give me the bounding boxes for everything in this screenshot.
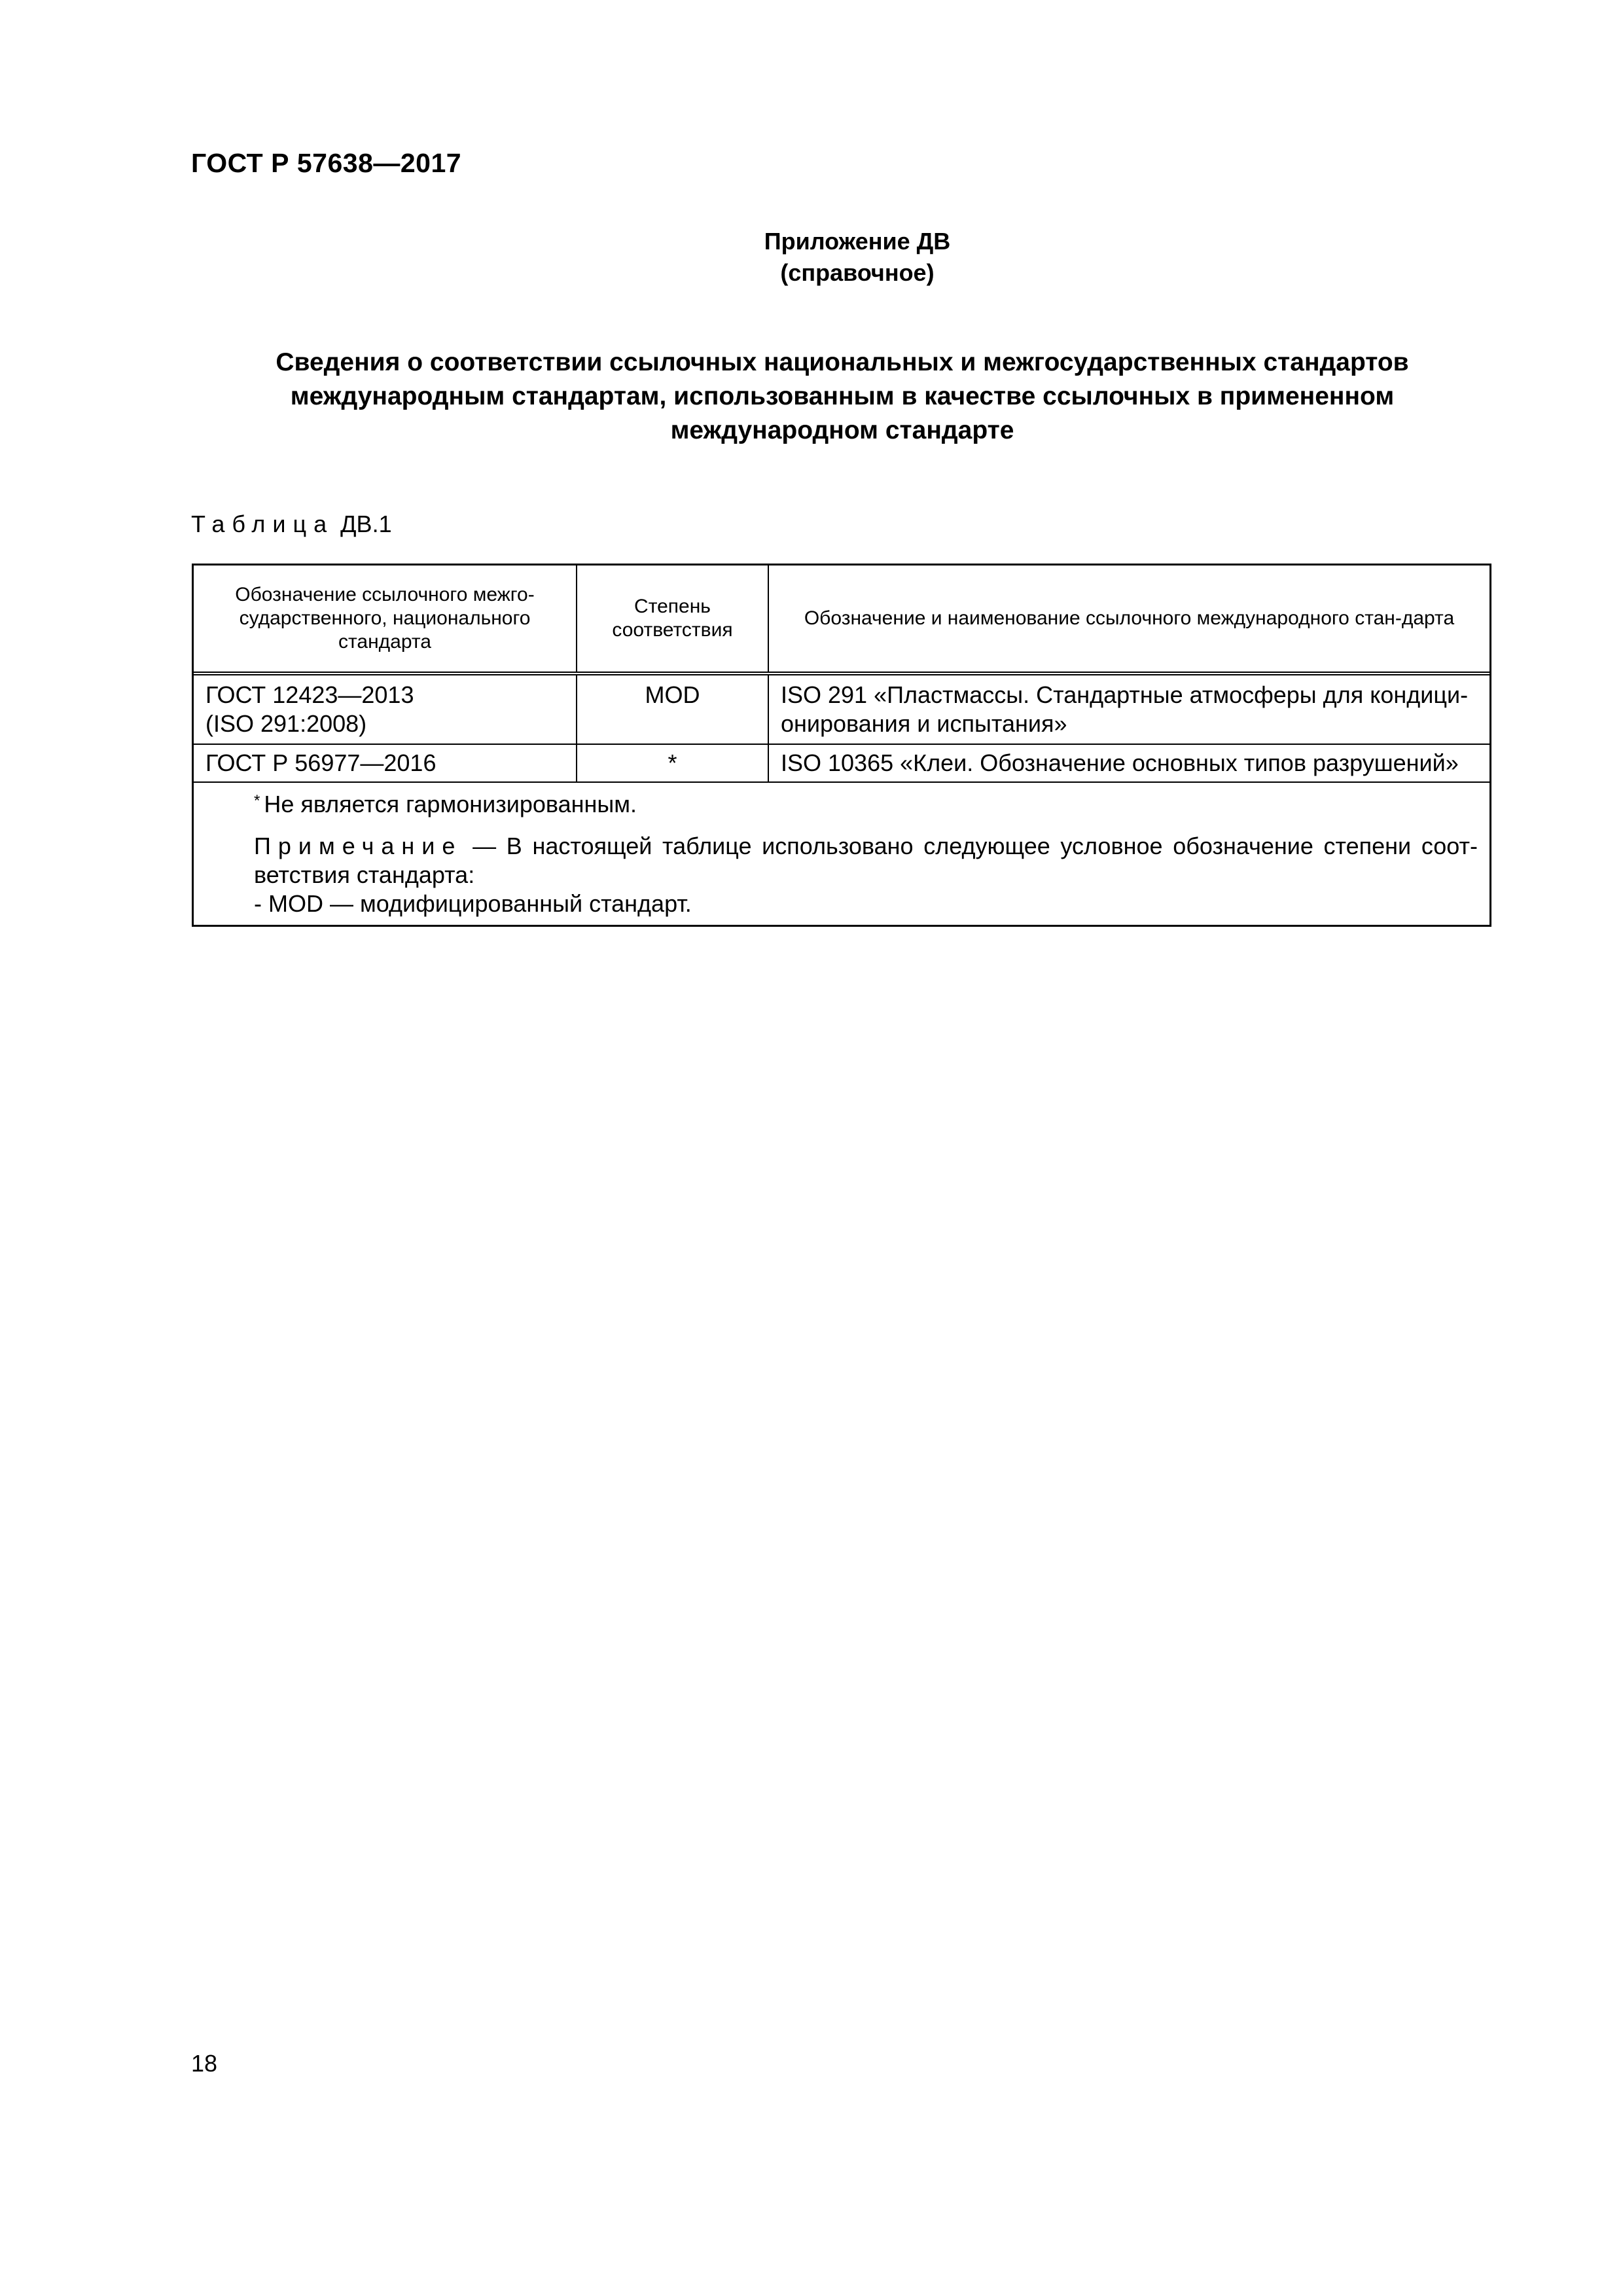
header-national-standard: Обозначение ссылочного межго-сударственного, национального стандарта (194, 565, 577, 672)
appendix-type: (справочное) (780, 259, 935, 286)
cell-text: ГОСТ 12423—2013 (205, 681, 414, 708)
header-international-standard: Обозначение и наименование ссылочного международного стан-дарта (804, 607, 1455, 629)
note (205, 832, 1478, 889)
note-item: - MOD — модифицированный стандарт. (254, 890, 692, 917)
cell-text: онирования и испытания» (781, 710, 1067, 737)
page-number: 18 (191, 2050, 218, 2077)
international-standard-cell: ISO 10365 «Клеи. Обозначение основных типов разрушений» (781, 749, 1459, 776)
table-caption-word: Таблица (191, 511, 334, 537)
degree-cell: * (577, 745, 769, 781)
cell-text: ISO 291 «Пластмассы. Стандартные атмосферы для кондици- (781, 681, 1469, 708)
page-title (191, 346, 1493, 448)
appendix-label: Приложение ДВ (764, 228, 951, 255)
references-table (192, 564, 1491, 927)
degree-cell: MOD (577, 675, 769, 744)
table-caption-id: ДВ.1 (340, 511, 392, 537)
document-code: ГОСТ Р 57638—2017 (191, 148, 462, 178)
appendix-heading (0, 226, 1027, 289)
title-line: международном стандарте (670, 416, 1014, 444)
national-standard-cell (194, 675, 577, 744)
cell-text: (ISO 291:2008) (205, 710, 367, 737)
table-row (194, 745, 1489, 783)
national-standard-cell: ГОСТ Р 56977—2016 (194, 745, 577, 781)
table-notes (194, 783, 1489, 925)
header-degree: Степень соответствия (577, 565, 769, 672)
table-row (194, 675, 1489, 745)
international-standard-cell (769, 675, 1489, 744)
title-line: Сведения о соответствии ссылочных национальных и межгосударственных стандартов (276, 348, 1409, 376)
note-text: — В настоящей таблице использовано следующее условное обозначение степени соот-ветствия стандарта: (254, 833, 1478, 888)
title-line: международным стандартам, использованным в качестве ссылочных в примененном (290, 382, 1395, 410)
footnote (205, 787, 1478, 819)
footnote-mark: * (254, 792, 260, 810)
footnote-text: Не является гармонизированным. (264, 791, 637, 817)
note-label: Примечание (254, 833, 463, 859)
table-header-row (194, 565, 1489, 675)
table-caption (191, 511, 392, 538)
